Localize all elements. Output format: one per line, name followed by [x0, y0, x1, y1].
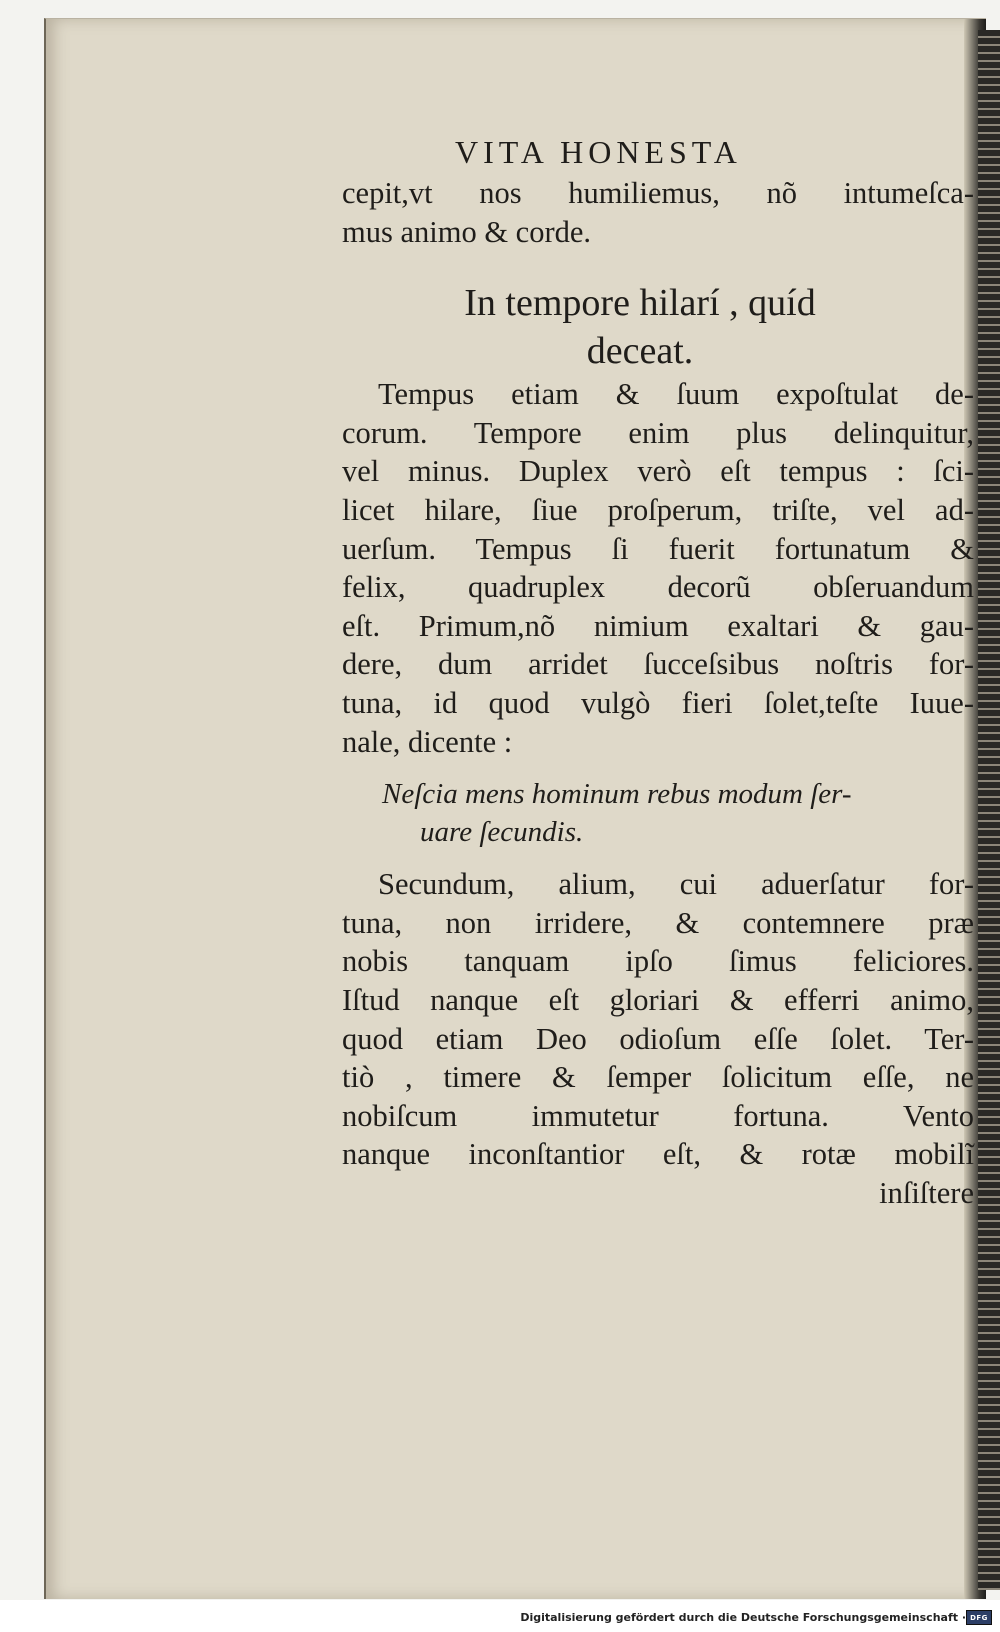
text-line: dere, dum arridet ſucceſsibus noſtris for-	[342, 647, 974, 682]
section-heading	[342, 279, 938, 375]
page-edge-stack	[978, 30, 1000, 1590]
text-line: nobis tanquam ipſo ſimus feliciores.	[342, 944, 974, 979]
text-line: Tempus etiam & ſuum expoſtulat de-	[378, 377, 974, 412]
text-line: tiò , timere & ſemper ſolicitum eſſe, ne	[342, 1060, 974, 1095]
text-line: Secundum, alium, cui aduerſatur for-	[378, 867, 974, 902]
text-line: nanque inconſtantior eſt, & rotæ mobilĩ	[342, 1137, 974, 1172]
paragraph-1	[342, 375, 974, 761]
footer-credit: Digitalisierung gefördert durch die Deutsche Forschungsgemeinschaft ·	[520, 1611, 966, 1624]
heading-line: deceat.	[586, 330, 694, 373]
verse-line: uare ſecundis.	[420, 816, 584, 849]
heading-line: In tempore hilarí , quíd	[464, 282, 816, 325]
text-line: cepit,vt nos humiliemus, nõ intumeſca-	[342, 176, 974, 210]
text-line: eſt. Primum,nõ nimium exaltari & gau-	[342, 608, 974, 643]
text-line: nale, dicente :	[342, 724, 513, 759]
paragraph-2	[342, 865, 974, 1174]
text-line: uerſum. Tempus ſi fuerit fortunatum &	[342, 531, 974, 566]
text-line: mus animo & corde.	[342, 214, 592, 249]
text-line: vel minus. Duplex verò eſt tempus : ſci-	[342, 454, 974, 489]
running-head: VITA HONESTA	[455, 134, 742, 170]
catchword: inſiſtere	[879, 1175, 974, 1210]
dfg-logo-text: DFG	[970, 1613, 988, 1622]
text-line: quod etiam Deo odioſum eſſe ſolet. Ter-	[342, 1021, 974, 1056]
text-line: corum. Tempore enim plus delinquitur,	[342, 415, 974, 450]
dfg-logo-icon	[966, 1610, 992, 1625]
page-text	[342, 130, 974, 1212]
text-line: tuna, non irridere, & contemnere præ	[342, 905, 974, 940]
verse-line: Neſcia mens hominum rebus modum ſer-	[382, 778, 852, 811]
text-line: tuna, id quod vulgò fieri ſolet,teſte Iuue-	[342, 685, 974, 720]
verse-quote	[382, 775, 974, 851]
text-line: felix, quadruplex decorũ obſeruandum	[342, 570, 974, 605]
text-line: nobiſcum immutetur fortuna. Vento	[342, 1098, 974, 1133]
digitization-footer	[0, 1602, 1000, 1632]
text-line: licet hilare, ſiue proſperum, triſte, vel ad-	[342, 492, 974, 527]
text-line: Iſtud nanque eſt gloriari & efferri animo,	[342, 982, 974, 1017]
